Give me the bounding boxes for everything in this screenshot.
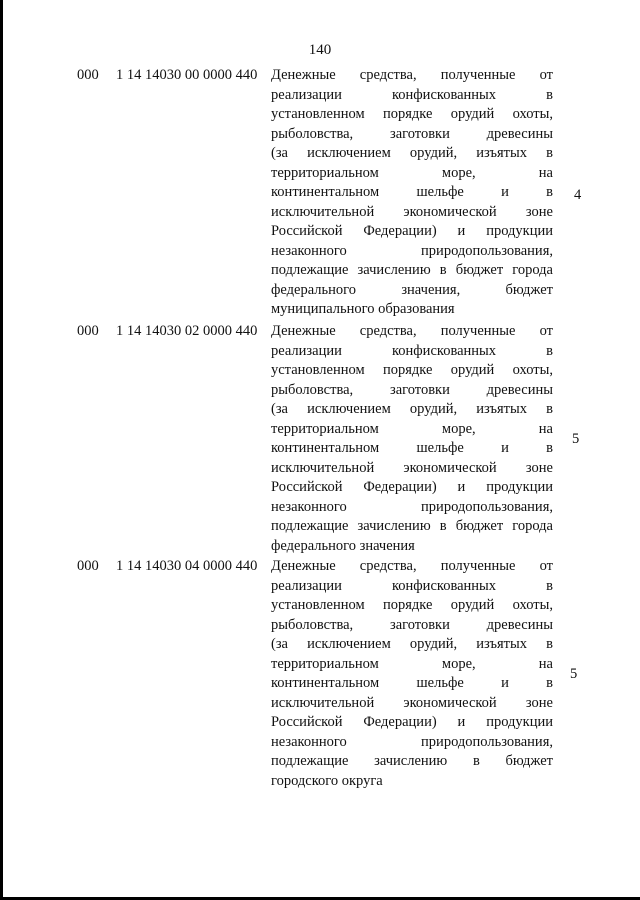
distribution-norm: 5 (570, 666, 578, 682)
description-line: рыболовства, заготовки древесины (271, 125, 553, 142)
description-line: рыболовства, заготовки древесины (271, 381, 553, 398)
description-line: рыболовства, заготовки древесины (271, 616, 553, 633)
income-description (271, 322, 553, 556)
description-line: подлежащие зачислению в бюджет города (271, 518, 553, 534)
description-line: континентальном шельфе и в (271, 440, 553, 456)
description-line: континентальном шельфе и в (271, 184, 553, 200)
description-line: Денежные средства, полученные от (271, 67, 553, 83)
description-line: Российской Федерации) и продукции (271, 223, 553, 239)
description-line: континентальном шельфе и в (271, 675, 553, 691)
description-line: федерального значения (271, 537, 415, 554)
description-line: исключительной экономической зоне (271, 203, 553, 220)
page-number: 140 (308, 42, 332, 58)
description-line: (за исключением орудий, изъятых в (271, 401, 553, 417)
description-line: реализации конфискованных в (271, 86, 553, 103)
description-line: установленном порядке орудий охоты, (271, 106, 553, 122)
scan-edge-mark (0, 0, 3, 900)
admin-code: 000 (77, 323, 99, 339)
income-description (271, 66, 553, 320)
description-line: Российской Федерации) и продукции (271, 714, 553, 730)
description-line: (за исключением орудий, изъятых в (271, 145, 553, 161)
description-line: территориальном море, на (271, 164, 553, 181)
description-line: муниципального образования (271, 301, 455, 317)
description-line: исключительной экономической зоне (271, 459, 553, 476)
description-line: (за исключением орудий, изъятых в (271, 636, 553, 652)
description-line: федерального значения, бюджет (271, 281, 553, 298)
description-line: городского округа (271, 772, 383, 789)
description-line: подлежащие зачислению в бюджет (271, 753, 553, 769)
description-line: незаконного природопользования, (271, 733, 553, 750)
distribution-norm: 4 (574, 187, 582, 203)
description-line: Российской Федерации) и продукции (271, 479, 553, 495)
income-description (271, 557, 553, 791)
kbk-code: 1 14 14030 04 0000 440 (116, 558, 258, 574)
description-line: Денежные средства, полученные от (271, 558, 553, 574)
description-line: территориальном море, на (271, 420, 553, 437)
description-line: реализации конфискованных в (271, 577, 553, 594)
description-line: исключительной экономической зоне (271, 694, 553, 711)
description-line: подлежащие зачислению в бюджет города (271, 262, 553, 278)
admin-code: 000 (77, 558, 99, 574)
description-line: установленном порядке орудий охоты, (271, 597, 553, 613)
kbk-code: 1 14 14030 02 0000 440 (116, 323, 258, 339)
kbk-code: 1 14 14030 00 0000 440 (116, 67, 258, 83)
description-line: территориальном море, на (271, 655, 553, 672)
description-line: незаконного природопользования, (271, 242, 553, 259)
distribution-norm: 5 (572, 431, 580, 447)
admin-code: 000 (77, 67, 99, 83)
description-line: установленном порядке орудий охоты, (271, 362, 553, 378)
description-line: Денежные средства, полученные от (271, 323, 553, 339)
description-line: реализации конфискованных в (271, 342, 553, 359)
description-line: незаконного природопользования, (271, 498, 553, 515)
